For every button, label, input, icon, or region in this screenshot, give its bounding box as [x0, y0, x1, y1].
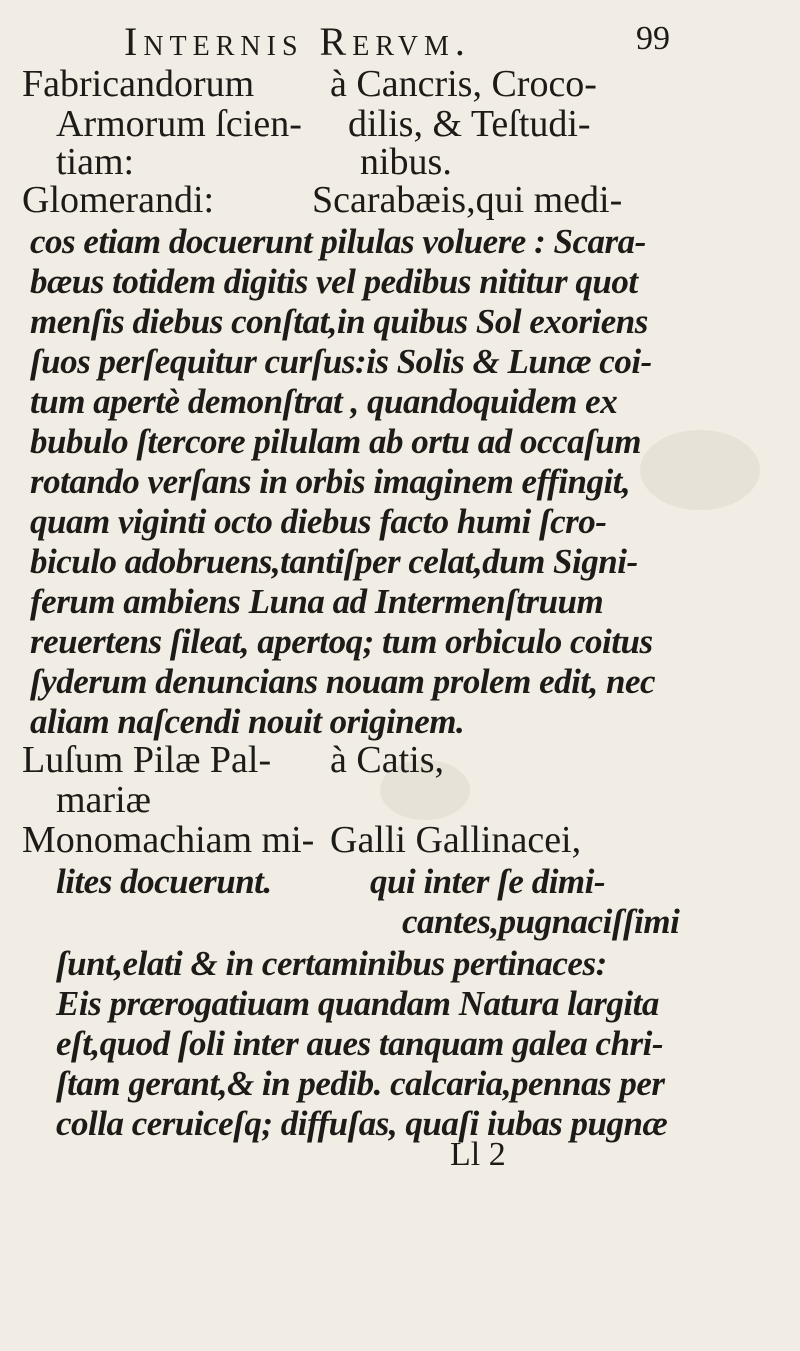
text-line: ſunt,elati & in certaminibus pertinaces: — [56, 944, 607, 983]
entry-left: Glomerandi: — [22, 179, 215, 221]
signature-mark: Ll 2 — [450, 1136, 506, 1173]
entry-left: Armorum ſcien- — [56, 103, 302, 145]
entry-right: nibus. — [360, 141, 452, 183]
running-title: Internis Rervm. — [124, 19, 471, 64]
text-line: ſtam gerant,& in pedib. calcaria,pennas per — [56, 1064, 665, 1103]
entry-left: lites docuerunt. — [56, 862, 272, 901]
entry-right: à Catis, — [330, 739, 444, 781]
text-line: ſyderum denuncians nouam prolem edit, nec — [30, 662, 656, 701]
entry-left: Luſum Pilæ Pal- — [22, 739, 272, 781]
text-line: cos etiam docuerunt pilulas voluere : Scara- — [30, 222, 646, 261]
running-header — [110, 12, 670, 62]
text-line: tum apertè demonſtrat , quandoquidem ex — [30, 382, 618, 421]
text-line: ferum ambiens Luna ad Intermenſtruum — [30, 582, 604, 621]
text-line: ſuos perſequitur curſus:is Solis & Lunæ coi- — [30, 342, 652, 381]
text-line: menſis diebus conſtat,in quibus Sol exoriens — [30, 302, 648, 341]
text-line: Eis prærogatiuam quandam Natura largita — [56, 984, 659, 1023]
text-line: rotando verſans in orbis imaginem effingit, — [30, 462, 631, 501]
text-line: bubulo ſtercore pilulam ab ortu ad occaſum — [30, 422, 641, 461]
text-line: biculo adobruens,tantiſper celat,dum Signi- — [30, 542, 638, 581]
text-line: colla ceruiceſq; diffuſas, quaſi iubas pugnæ — [56, 1104, 668, 1143]
text-line: bæus totidem digitis vel pedibus nititur quot — [30, 262, 638, 301]
text-line: quam viginti octo diebus facto humi ſcro- — [30, 502, 607, 541]
entry-left: mariæ — [56, 779, 151, 821]
entry-right: dilis, & Teſtudi- — [348, 103, 591, 145]
paper-stain — [640, 430, 760, 510]
entry-left: Monomachiam mi- — [22, 819, 315, 861]
text-line: aliam naſcendi nouit originem. — [30, 702, 465, 741]
entry-right: à Cancris, Croco- — [330, 63, 597, 105]
entry-right: qui inter ſe dimi- — [370, 862, 606, 901]
entry-right: Scarabæis,qui medi- — [312, 179, 623, 221]
page-number: 99 — [636, 20, 670, 57]
entry-left: tiam: — [56, 141, 135, 183]
entry-right: Galli Gallinacei, — [330, 819, 582, 861]
entry-left: Fabricandorum — [22, 63, 255, 105]
text-line: reuertens ſileat, apertoq; tum orbiculo coitus — [30, 622, 653, 661]
text-line: eſt,quod ſoli inter aues tanquam galea chri- — [56, 1024, 664, 1063]
entry-right: cantes,pugnaciſſimi — [402, 902, 680, 941]
